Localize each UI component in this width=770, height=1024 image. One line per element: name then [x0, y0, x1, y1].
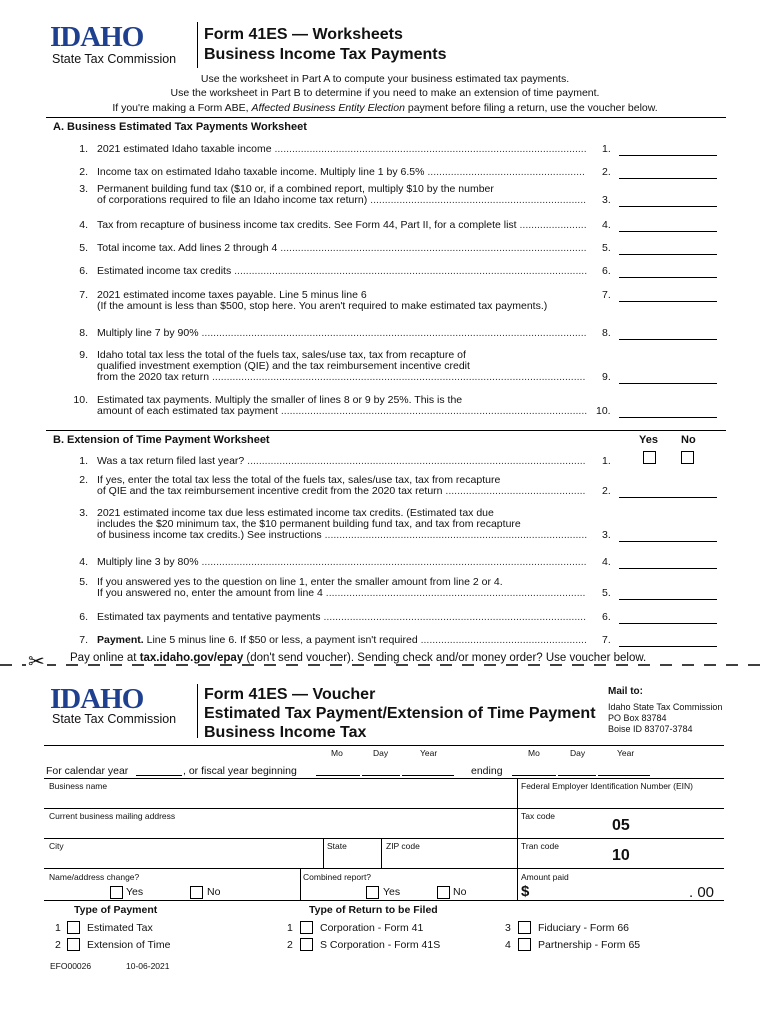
part-a-line-text-content: Income tax on estimated Idaho taxable income. Multiply line 1 by 6.5% [97, 166, 425, 178]
address-input[interactable] [46, 822, 514, 838]
begin-year-label: Year [420, 748, 438, 758]
mail-address-line3: Boise ID 83707-3784 [608, 724, 693, 734]
yes-column-label: Yes [639, 434, 658, 446]
name-change-no-label: No [207, 886, 221, 898]
mail-to-label: Mail to: [608, 686, 643, 697]
part-a-answer-input[interactable] [619, 339, 717, 340]
part-a-line-text [97, 166, 585, 178]
fiscal-year-label: , or fiscal year beginning [183, 765, 297, 777]
part-a-line-text [97, 300, 547, 312]
s-corporation-label: S Corporation - Form 41S [320, 939, 441, 951]
grid-rule-1 [44, 778, 724, 779]
leader-dots: .......................................................................... [367, 194, 587, 206]
voucher-title3: Business Income Tax [204, 724, 367, 741]
s-corporation-checkbox[interactable] [300, 938, 313, 951]
intro-line1: Use the worksheet in Part A to compute your business estimated tax payments. [200, 73, 570, 85]
combined-yes-checkbox[interactable] [366, 886, 379, 899]
part-a-line-text-content: Estimated tax payments. Multiply the smaller of lines 8 or 9 by 25%. This is the [97, 394, 463, 406]
part-b-line-ref: 5. [602, 587, 611, 599]
leader-dots: .................................................................................................................................... [198, 327, 587, 339]
voucher-idaho-logo [50, 684, 195, 730]
intro-line2: Use the worksheet in Part B to determine if you need to make an extension of time payment. [170, 87, 600, 99]
page-title-line2: Business Income Tax Payments [204, 46, 447, 63]
part-b-line-ref: 4. [602, 556, 611, 568]
part-a-line-ref: 1. [602, 143, 611, 155]
begin-year-input[interactable] [402, 775, 454, 776]
part-a-line-text [97, 405, 587, 417]
return-3-number: 3 [505, 922, 511, 934]
voucher-title2: Estimated Tax Payment/Extension of Time Payment [204, 705, 596, 722]
tran-code-label: Tran code [521, 841, 559, 851]
leader-dots: ....................... [516, 219, 587, 231]
begin-day-label: Day [373, 748, 389, 758]
mail-address-line2: PO Box 83784 [608, 713, 667, 723]
part-b-line-text-content: of business income tax credits.) See instructions [97, 529, 322, 541]
part-b-line-text [97, 529, 587, 541]
part-a-line-number: 8. [79, 327, 88, 339]
part-b-line-text [97, 611, 586, 623]
part-a-line-text-content: Estimated income tax credits [97, 265, 232, 277]
city-input[interactable] [46, 852, 320, 868]
part-a-answer-input[interactable] [619, 301, 717, 302]
leader-dots: .......................................................................................... [320, 611, 587, 623]
intro-line3 [0, 102, 770, 114]
part-a-line-number: 5. [79, 242, 88, 254]
city-label: City [49, 841, 64, 851]
part-b-line-text-content: Estimated tax payments and tentative payments [97, 611, 321, 623]
part-a-line-text [97, 219, 587, 231]
part-a-answer-input[interactable] [619, 254, 717, 255]
pay-online-note [70, 652, 650, 664]
partnership-label: Partnership - Form 65 [538, 939, 641, 951]
part-a-line-ref: 6. [602, 265, 611, 277]
end-day-input[interactable] [558, 775, 596, 776]
part-a-line-text-content: Multiply line 7 by 90% [97, 327, 199, 339]
dollar-sign: $ [521, 883, 530, 900]
part-a-line-text [97, 242, 587, 254]
amount-paid-label: Amount paid [521, 872, 569, 882]
part-b-line-text [97, 587, 585, 599]
part-a-line-number: 3. [79, 183, 88, 195]
name-change-yes-label: Yes [126, 886, 144, 898]
voucher-logo-subtitle: State Tax Commission [52, 712, 177, 726]
scissors-icon: ✂ [28, 651, 45, 673]
part-a-line-text-content: 2021 estimated income taxes payable. Line 5 minus line 6 [97, 289, 367, 301]
part-b-line-text-content: includes the $20 minimum tax, the $10 permanent building fund tax, and tax from recapture [97, 518, 521, 530]
corporation-checkbox[interactable] [300, 921, 313, 934]
part-a-line-number: 7. [79, 289, 88, 301]
intro-line3-italic: Affected Business Entity Election [251, 102, 405, 114]
part-b-line-ref: 6. [602, 611, 611, 623]
amount-cents: . 00 [689, 884, 715, 901]
business-name-input[interactable] [46, 792, 514, 808]
part-a-line-ref: 3. [602, 194, 611, 206]
part-b-line-number: 2. [79, 474, 88, 486]
part-a-line-text-content: qualified investment exemption (QIE) and the tax reimbursement incentive credit [97, 360, 470, 372]
end-year-input[interactable] [598, 775, 650, 776]
idaho-logo [50, 22, 190, 68]
part-b-line-number: 6. [79, 611, 88, 623]
part-a-answer-input[interactable] [619, 206, 717, 207]
part-a-line-text-content: Permanent building fund tax ($10 or, if a combined report, multiply $10 by the number [97, 183, 494, 195]
end-day-label: Day [570, 748, 586, 758]
leader-dots: ................................................................................................................................ [209, 371, 586, 383]
logo-text: IDAHO [50, 21, 144, 53]
zip-label: ZIP code [386, 841, 420, 851]
grid-rule-5 [44, 900, 724, 901]
begin-mo-input[interactable] [316, 775, 360, 776]
part-a-line-number: 10. [73, 394, 88, 406]
name-change-yes-checkbox[interactable] [110, 886, 123, 899]
fiduciary-checkbox[interactable] [518, 921, 531, 934]
grid-vline-amount [517, 868, 518, 900]
end-mo-input[interactable] [512, 775, 556, 776]
leader-dots: .................................................................................................................................... [198, 556, 587, 568]
epay-link[interactable]: tax.idaho.gov/epay [139, 652, 244, 664]
leader-dots: .................................................................................................................... [244, 455, 586, 467]
part-b-line-text-content: If you answered no, enter the amount from line 4 [97, 587, 323, 599]
part-b-line-number: 4. [79, 556, 88, 568]
mail-address-line1: Idaho State Tax Commission [608, 702, 723, 712]
part-a-line-ref: 7. [602, 289, 611, 301]
part-a-line-ref: 10. [596, 405, 611, 417]
logo-subtitle: State Tax Commission [52, 52, 177, 66]
part-a-answer-input[interactable] [619, 231, 717, 232]
extension-of-time-checkbox[interactable] [67, 938, 80, 951]
grid-vline-zip [381, 838, 382, 868]
leader-dots: ......................................................................................................................... [231, 265, 588, 277]
combined-no-label: No [453, 886, 467, 898]
grid-vline-ein [517, 778, 518, 868]
part-b-line-text-content: of QIE and the tax reimbursement incentive credit from the 2020 tax return [97, 485, 443, 497]
leader-dots: ........................................................................................................... [271, 143, 587, 155]
part-a-line-text-content: amount of each estimated tax payment [97, 405, 278, 417]
part-b-heading: B. Extension of Time Payment Worksheet [53, 434, 270, 446]
state-label: State [327, 841, 347, 851]
part-b-line-text [97, 634, 587, 646]
corporation-label: Corporation - Form 41 [320, 922, 424, 934]
combined-report-label: Combined report? [303, 872, 372, 882]
end-mo-label: Mo [528, 748, 540, 758]
part-b-line-number: 5. [79, 576, 88, 588]
part-b-answer-input[interactable] [619, 646, 717, 647]
form-code: EFO00026 [50, 961, 92, 971]
part-b-line-text-content: Line 5 minus line 6. If $50 or less, a payment isn't required [143, 634, 418, 646]
return-1-number: 1 [287, 922, 293, 934]
estimated-tax-checkbox[interactable] [67, 921, 80, 934]
part-a-line-text-content: (If the amount is less than $500, stop here. You aren't required to make estimated tax payments.) [97, 300, 548, 312]
leader-dots: ................................................ [442, 485, 586, 497]
part-a-line-number: 6. [79, 265, 88, 277]
fiduciary-label: Fiduciary - Form 66 [538, 922, 630, 934]
part-a-line-text [97, 327, 587, 339]
part-a-line-ref: 9. [602, 371, 611, 383]
type-of-return-heading: Type of Return to be Filed [309, 904, 438, 916]
part-a-line-ref: 8. [602, 327, 611, 339]
grid-rule-4 [44, 868, 724, 869]
filed-last-year-no-checkbox[interactable] [681, 451, 694, 464]
part-a-heading: A. Business Estimated Tax Payments Worksheet [53, 121, 307, 133]
no-column-label: No [681, 434, 696, 446]
part-b-answer-input[interactable] [619, 541, 717, 542]
name-change-label: Name/address change? [49, 872, 140, 882]
tax-code-value: 05 [612, 817, 630, 834]
tran-code-value: 10 [612, 847, 630, 864]
voucher-header-divider [197, 684, 198, 738]
filed-last-year-yes-checkbox[interactable] [643, 451, 656, 464]
name-change-no-checkbox[interactable] [190, 886, 203, 899]
part-b-answer-input[interactable] [619, 623, 717, 624]
calendar-year-input[interactable] [136, 775, 182, 776]
part-b-line-number: 1. [79, 455, 88, 467]
leader-dots: ......................................................... [417, 634, 587, 646]
part-a-line-ref: 5. [602, 242, 611, 254]
voucher-title1: Form 41ES — Voucher [204, 686, 376, 703]
ending-label: ending [471, 765, 503, 777]
part-b-line-text-content: Multiply line 3 by 80% [97, 556, 199, 568]
part-b-line-number: 7. [79, 634, 88, 646]
part-a-line-text [97, 143, 587, 155]
part-b-answer-input[interactable] [619, 599, 717, 600]
part-a-answer-input[interactable] [619, 417, 717, 418]
grid-vline-state [323, 838, 324, 868]
grid-rule-3 [44, 838, 724, 839]
part-b-line-text [97, 485, 585, 497]
begin-day-input[interactable] [362, 775, 400, 776]
tax-code-label: Tax code [521, 811, 556, 821]
leader-dots: .......................................................................................... [321, 529, 588, 541]
part-b-line-text-content: Was a tax return filed last year? [97, 455, 245, 467]
begin-mo-label: Mo [331, 748, 343, 758]
part-b-line-text [97, 556, 587, 568]
estimated-tax-label: Estimated Tax [87, 922, 153, 934]
calendar-year-label: For calendar year [46, 765, 129, 777]
partnership-checkbox[interactable] [518, 938, 531, 951]
business-name-label: Business name [49, 781, 108, 791]
intro-line3-post: payment before filing a return, use the voucher below. [404, 102, 658, 114]
part-a-answer-input[interactable] [619, 383, 717, 384]
leader-dots: ......................................................................................................... [277, 242, 587, 254]
part-a-line-number: 4. [79, 219, 88, 231]
part-b-line-text-content: 2021 estimated income tax due less estimated income tax credits. (Estimated tax due [97, 507, 494, 519]
grid-vline-combined [300, 868, 301, 900]
zip-input[interactable] [384, 852, 514, 868]
return-4-number: 4 [505, 939, 511, 951]
part-a-line-text [97, 265, 587, 277]
part-a-line-ref: 4. [602, 219, 611, 231]
type-of-payment-heading: Type of Payment [74, 904, 158, 916]
header-divider [197, 22, 198, 68]
part-b-line-ref: 7. [602, 634, 611, 646]
part-a-line-text-content: of corporations required to file an Idaho income tax return) [97, 194, 368, 206]
part-a-answer-input[interactable] [619, 178, 717, 179]
amount-paid-input[interactable] [536, 884, 686, 899]
return-2-number: 2 [287, 939, 293, 951]
intro-rule [46, 117, 726, 118]
extension-of-time-label: Extension of Time [87, 939, 171, 951]
leader-dots: ......................................................................................................... [277, 405, 588, 417]
part-b-line-bold-prefix: Payment. [97, 634, 144, 646]
part-a-line-text-content: from the 2020 tax return [97, 371, 210, 383]
form-date: 10-06-2021 [126, 961, 170, 971]
leader-dots: ...................................................... [424, 166, 585, 178]
ein-input[interactable] [520, 792, 720, 808]
part-a-answer-input[interactable] [619, 155, 717, 156]
voucher-top-rule [44, 745, 724, 746]
part-a-line-text [97, 371, 585, 383]
payment-2-number: 2 [55, 939, 61, 951]
part-b-answer-input[interactable] [619, 568, 717, 569]
payment-1-number: 1 [55, 922, 61, 934]
part-b-line-text-content: If yes, enter the total tax less the total of the fuels tax, sales/use tax, tax from recapture [97, 474, 501, 486]
page-title-line1: Form 41ES — Worksheets [204, 26, 403, 43]
part-b-line-ref: 3. [602, 529, 611, 541]
state-input[interactable] [326, 852, 378, 868]
part-b-rule [46, 430, 726, 431]
ein-label: Federal Employer Identification Number (EIN) [521, 781, 693, 791]
pay-online-pre: Pay online at [70, 652, 140, 664]
pay-online-post: (don't send voucher). Sending check and/or money order? Use voucher below. [243, 652, 647, 664]
combined-yes-label: Yes [383, 886, 401, 898]
part-b-line-ref: 1. [602, 455, 611, 467]
part-a-line-number: 1. [79, 143, 88, 155]
combined-no-checkbox[interactable] [437, 886, 450, 899]
intro-line3-pre: If you're making a Form ABE, [112, 102, 252, 114]
part-a-line-text-content: Idaho total tax less the total of the fuels tax, sales/use tax, tax from recapture of [97, 349, 466, 361]
part-a-line-number: 9. [79, 349, 88, 361]
part-b-answer-input[interactable] [619, 497, 717, 498]
leader-dots: ......................................................................................... [322, 587, 586, 599]
part-a-line-text [97, 194, 586, 206]
part-a-line-text-content: Tax from recapture of business income tax credits. See Form 44, Part II, for a complete list [97, 219, 517, 231]
part-a-answer-input[interactable] [619, 277, 717, 278]
address-label: Current business mailing address [49, 811, 176, 821]
part-b-line-text [97, 455, 586, 467]
part-a-line-text-content: 2021 estimated Idaho taxable income [97, 143, 272, 155]
part-a-line-text-content: Total income tax. Add lines 2 through 4 [97, 242, 278, 254]
part-a-line-number: 2. [79, 166, 88, 178]
voucher-logo-text: IDAHO [50, 683, 144, 715]
grid-rule-2 [44, 808, 724, 809]
part-a-line-ref: 2. [602, 166, 611, 178]
end-year-label: Year [617, 748, 635, 758]
part-b-line-ref: 2. [602, 485, 611, 497]
part-b-line-number: 3. [79, 507, 88, 519]
part-b-line-text-content: If you answered yes to the question on line 1, enter the smaller amount from line 2 or 4. [97, 576, 503, 588]
